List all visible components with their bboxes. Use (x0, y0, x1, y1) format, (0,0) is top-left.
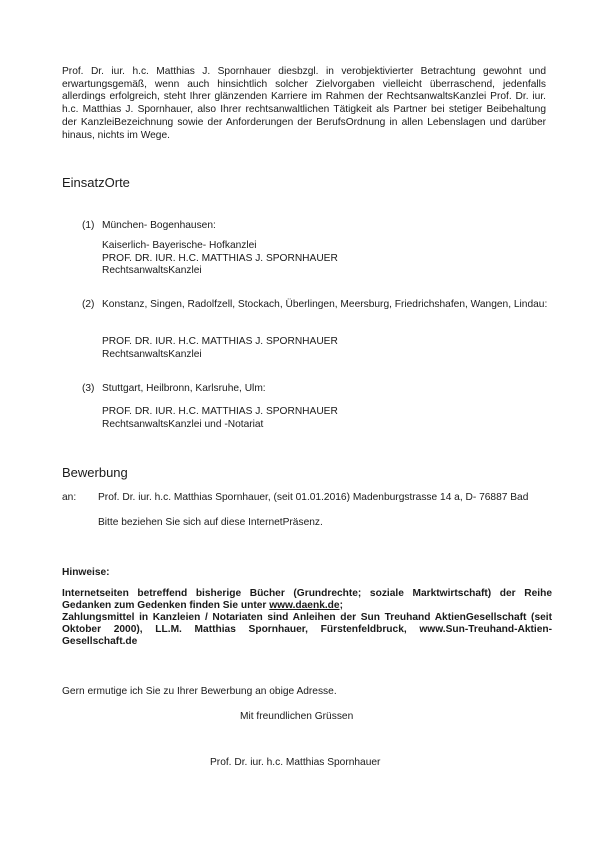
einsatz-item-3-place-text: Stuttgart, Heilbronn, Karlsruhe, Ulm: (102, 383, 266, 394)
hinweise-paragraph-2: Zahlungsmittel in Kanzleien / Notariaten sind Anleihen der Sun Treuhand AktienGesellschaft (seit Oktober 2000), LL.M. Matthias Spornhauer, Fürstenfeldbruck, www.Sun-Treuhand-Aktien-Gesellschaft.de (62, 612, 552, 648)
einsatz-item-3-number: (3) (82, 383, 95, 394)
einsatz-item-3-line-2: RechtsanwaltsKanzlei und -Notariat (102, 418, 264, 430)
bewerbung-address: Prof. Dr. iur. h.c. Matthias Spornhauer, (seit 01.01.2016) Madenburgstrasse 14 a, D- 76887 Bad (98, 492, 529, 503)
einsatzorte-heading: EinsatzOrte (62, 175, 130, 190)
einsatz-item-2-number: (2) (82, 299, 95, 310)
hinweise-p1-suffix: ; (339, 600, 343, 612)
einsatz-item-2-line-2: RechtsanwaltsKanzlei (102, 348, 202, 360)
bewerbung-heading: Bewerbung (62, 465, 128, 480)
einsatz-item-3-place (82, 383, 552, 396)
einsatz-item-3-line-1: PROF. DR. IUR. H.C. MATTHIAS J. SPORNHAUER (102, 406, 338, 417)
closing-line: Gern ermutige ich Sie zu Ihrer Bewerbung an obige Adresse. (62, 686, 337, 697)
hinweise-p1-text: Internetseiten betreffend bisherige Bücher (Grundrechte; soziale Marktwirtschaft) der Reihe Gedanken zum Gedenken finden Sie unter (62, 588, 552, 612)
signature-name: Prof. Dr. iur. h.c. Matthias Spornhauer (210, 757, 381, 768)
einsatz-item-1-line-1: Kaiserlich- Bayerische- Hofkanzlei (102, 240, 257, 251)
daenk-link[interactable]: www.daenk.de (269, 600, 340, 612)
einsatz-item-1-place-text: München- Bogenhausen: (102, 220, 216, 231)
bewerbung-an-label: an: (62, 492, 77, 503)
einsatz-item-1-number: (1) (82, 220, 95, 231)
einsatz-item-3-block (102, 406, 338, 431)
einsatz-item-2-place (82, 299, 552, 312)
closing-greeting: Mit freundlichen Grüssen (240, 711, 354, 722)
einsatz-item-2-place-text: Konstanz, Singen, Radolfzell, Stockach, Überlingen, Meersburg, Friedrichshafen, Wangen, Lindau: (102, 299, 548, 310)
einsatz-item-1-place (82, 220, 552, 233)
hinweise-paragraph-1 (62, 588, 552, 612)
einsatz-item-1-block (102, 240, 338, 278)
hinweise-heading: Hinweise: (62, 567, 110, 578)
einsatz-item-2-block (102, 336, 338, 361)
intro-paragraph: Prof. Dr. iur. h.c. Matthias J. Spornhauer diesbzgl. in verobjektivierter Betrachtung gewohnt und erwartungsgemäß, wenn auch hinsichtlich solcher Zielvorgaben vielleicht überraschend, jedenfalls allerdings erfolgreich, steht Ihrer glänzenden Karriere im Rahmen der RechtsanwaltsKanzlei Prof. Dr. iur. h.c. Matthias J. Spornhauer, also Ihrer rechtsanwaltlichen Tätigkeit als Partner bei stetiger Beibehaltung der KanzleiBezeichnung sowie der Anforderungen der BerufsOrdnung in allen Lebenslagen und darüber hinaus, nichts im Wege. (62, 66, 546, 141)
bewerbung-hint: Bitte beziehen Sie sich auf diese InternetPräsenz. (98, 517, 323, 528)
einsatz-item-1-line-3: RechtsanwaltsKanzlei (102, 265, 202, 277)
einsatz-item-2-line-1: PROF. DR. IUR. H.C. MATTHIAS J. SPORNHAUER (102, 336, 338, 347)
einsatz-item-1-line-2: PROF. DR. IUR. H.C. MATTHIAS J. SPORNHAUER (102, 252, 338, 264)
